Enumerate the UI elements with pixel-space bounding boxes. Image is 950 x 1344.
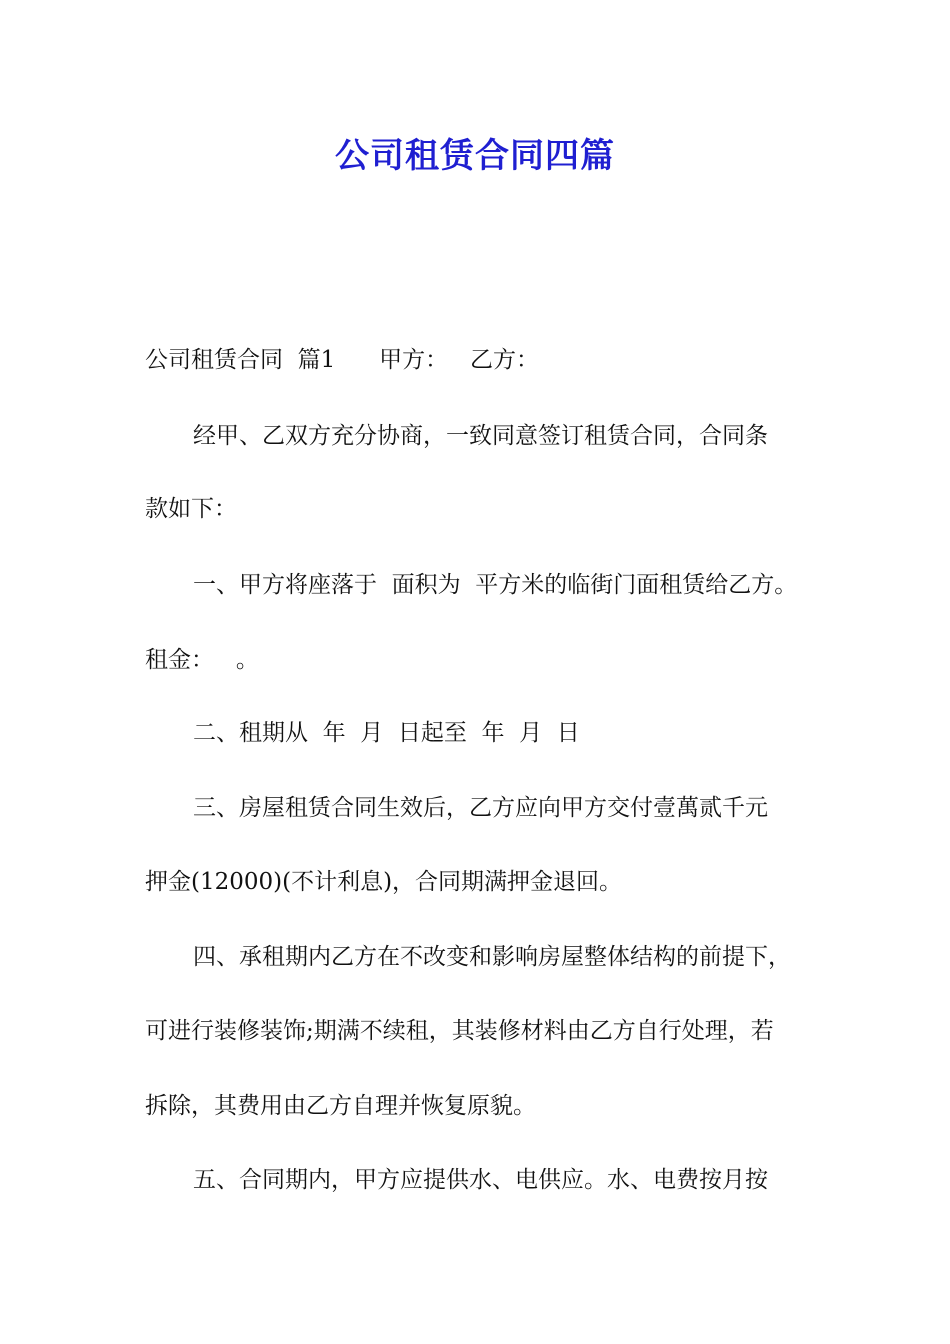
- clause-4-line-2: 可进行装修装饰;期满不续租，其装修材料由乙方自行处理，若: [145, 1018, 774, 1044]
- clause-1-line-2: 租金： 。: [145, 647, 259, 673]
- clause-3-line-2: 押金(12000)(不计利息)，合同期满押金退回。: [145, 869, 623, 895]
- clause-3-line-1: 三、房屋租赁合同生效后，乙方应向甲方交付壹萬贰千元: [193, 795, 768, 821]
- clause-5-line-1: 五、合同期内，甲方应提供水、电供应。水、电费按月按: [193, 1167, 768, 1193]
- clause-4-line-1: 四、承租期内乙方在不改变和影响房屋整体结构的前提下，: [193, 944, 791, 970]
- clause-1-line-1: 一、甲方将座落于 面积为 平方米的临街门面租赁给乙方。: [193, 572, 798, 598]
- paragraph-intro-line-2: 款如下：: [145, 496, 237, 522]
- clause-2-line-1: 二、租期从 年 月 日起至 年 月 日: [193, 720, 580, 746]
- header-line-parties: 公司租赁合同 篇1 甲方： 乙方：: [145, 347, 540, 373]
- clause-4-line-3: 拆除，其费用由乙方自理并恢复原貌。: [145, 1093, 536, 1119]
- document-title: 公司租赁合同四篇: [335, 136, 615, 176]
- paragraph-intro-line-1: 经甲、乙双方充分协商，一致同意签订租赁合同，合同条: [193, 423, 768, 449]
